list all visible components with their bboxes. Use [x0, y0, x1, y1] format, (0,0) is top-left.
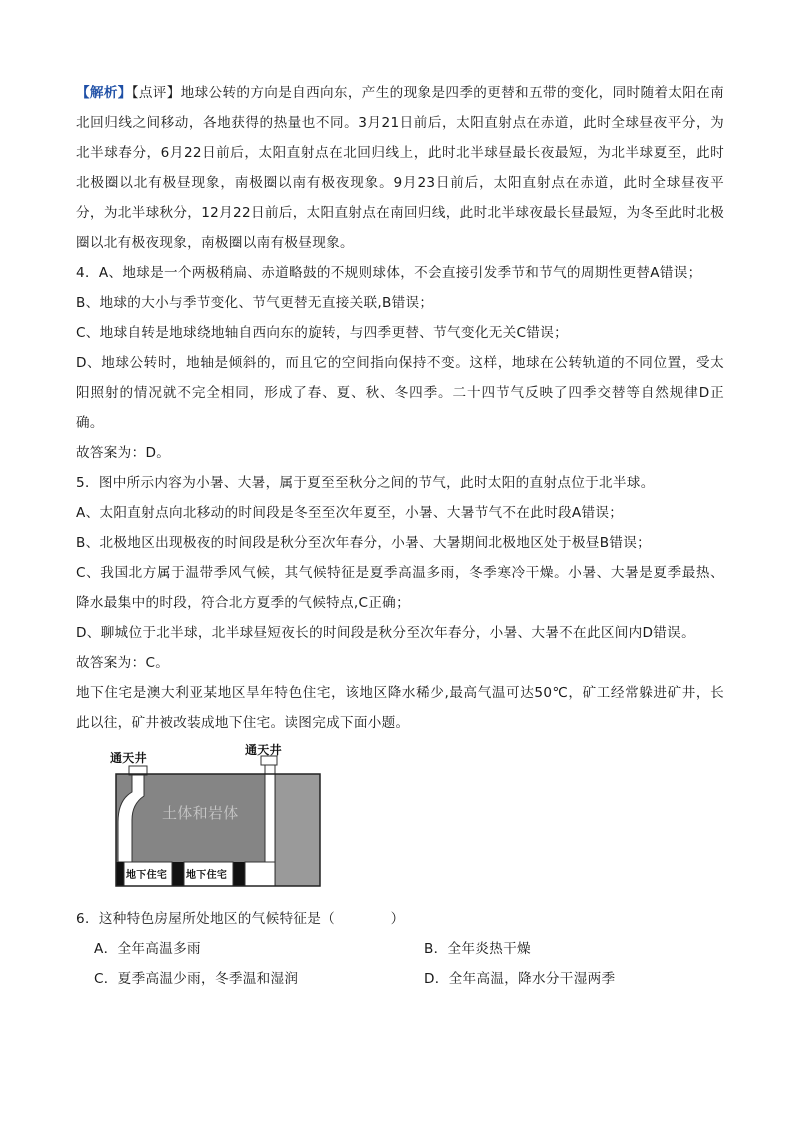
house-2-label: 地下住宅 [186, 870, 228, 881]
q6-options [94, 934, 724, 994]
q5-option-d: D、聊城位于北半球，北半球昼短夜长的时间段是秋分至次年春分，小暑、大暑不在此区间内D错误。 [76, 625, 695, 641]
analysis-text: 地球公转的方向是自西向东，产生的现象是四季的更替和五带的变化，同时随着太阳在南北回归线之间移动，各地获得的热量也不同。3月21日前后，太阳直射点在赤道，此时全球昼夜平分，为北半球春分，6月22日前后，太阳直射点在北回归线上，此时北半球昼最长夜最短，为北半球夏至，此时北极圈以北有极昼现象，南极圈以南有极夜现象。9月23日前后，太阳直射点在赤道，此时全球昼夜平分，为北半球秋分，12月22日前后，太阳直射点在南回归线，此时北半球夜最长昼最短，为冬至此时北极圈以北有极夜现象，南极圈以南有极昼现象。 [76, 85, 724, 251]
right-shaft-label: 通天井 [245, 743, 282, 757]
q4-option-c: C、地球自转是地球绕地轴自西向东的旋转，与四季更替、节气变化无关C错误； [76, 325, 568, 341]
analysis-paragraph [76, 78, 724, 258]
house-3-room [245, 862, 275, 886]
q6-stem: 6．这种特色房屋所处地区的气候特征是（ ） [76, 911, 405, 927]
right-shaft-top [261, 756, 277, 765]
rock-label: 土体和岩体 [162, 804, 239, 822]
q6-option-d: D．全年高温，降水分干湿两季 [424, 971, 616, 987]
q5-answer: 故答案为：C。 [76, 655, 170, 671]
pillar-right [233, 862, 245, 886]
q6-option-a: A．全年高温多雨 [94, 941, 201, 957]
underground-house-figure [106, 743, 321, 900]
pillar-middle [172, 862, 184, 886]
q5-option-a: A、太阳直射点向北移动的时间段是冬至至次年夏至，小暑、大暑节气不在此时段A错误； [76, 505, 624, 521]
comment-tag: 【点评】 [131, 85, 181, 101]
q4-option-a: 4．A、地球是一个两极稍扁、赤道略鼓的不规则球体，不会直接引发季节和节气的周期性更替A错误； [76, 265, 702, 281]
house-1-label: 地下住宅 [126, 870, 168, 881]
q5-intro: 5．图中所示内容为小暑、大暑，属于夏至至秋分之间的节气，此时太阳的直射点位于北半球。 [76, 475, 655, 491]
q5-option-c: C、我国北方属于温带季风气候，其气候特征是夏季高温多雨，冬季寒冷干燥。小暑、大暑是夏季最热、降水最集中的时段，符合北方夏季的气候特点,C正确； [76, 565, 724, 611]
underground-house-diagram [106, 743, 321, 900]
q4-answer: 故答案为：D。 [76, 445, 171, 461]
q5-option-b: B、北极地区出现极夜的时间段是秋分至次年春分，小暑、大暑期间北极地区处于极昼B错误； [76, 535, 651, 551]
rock-right-zone [276, 774, 320, 886]
analysis-tag: 【解析】 [76, 85, 132, 101]
pillar-left [116, 862, 124, 886]
q4-option-d: D、地球公转时，地轴是倾斜的，而且它的空间指向保持不变。这样，地球在公转轨道的不同位置，受太阳照射的情况就不完全相同，形成了春、夏、秋、冬四季。二十四节气反映了四季交替等自然规律D正确。 [76, 355, 724, 431]
q6-option-c: C．夏季高温少雨，冬季温和湿润 [94, 971, 299, 987]
document-content [76, 78, 724, 994]
left-shaft-label: 通天井 [110, 751, 147, 765]
right-shaft [265, 764, 275, 864]
q4-option-b: B、地球的大小与季节变化、节气更替无直接关联,B错误； [76, 295, 434, 311]
q6-option-b: B．全年炎热干燥 [424, 941, 531, 957]
section-intro: 地下住宅是澳大利亚某地区旱年特色住宅，该地区降水稀少,最高气温可达50℃，矿工经常躲进矿井，长此以往，矿井被改装成地下住宅。读图完成下面小题。 [76, 685, 724, 731]
